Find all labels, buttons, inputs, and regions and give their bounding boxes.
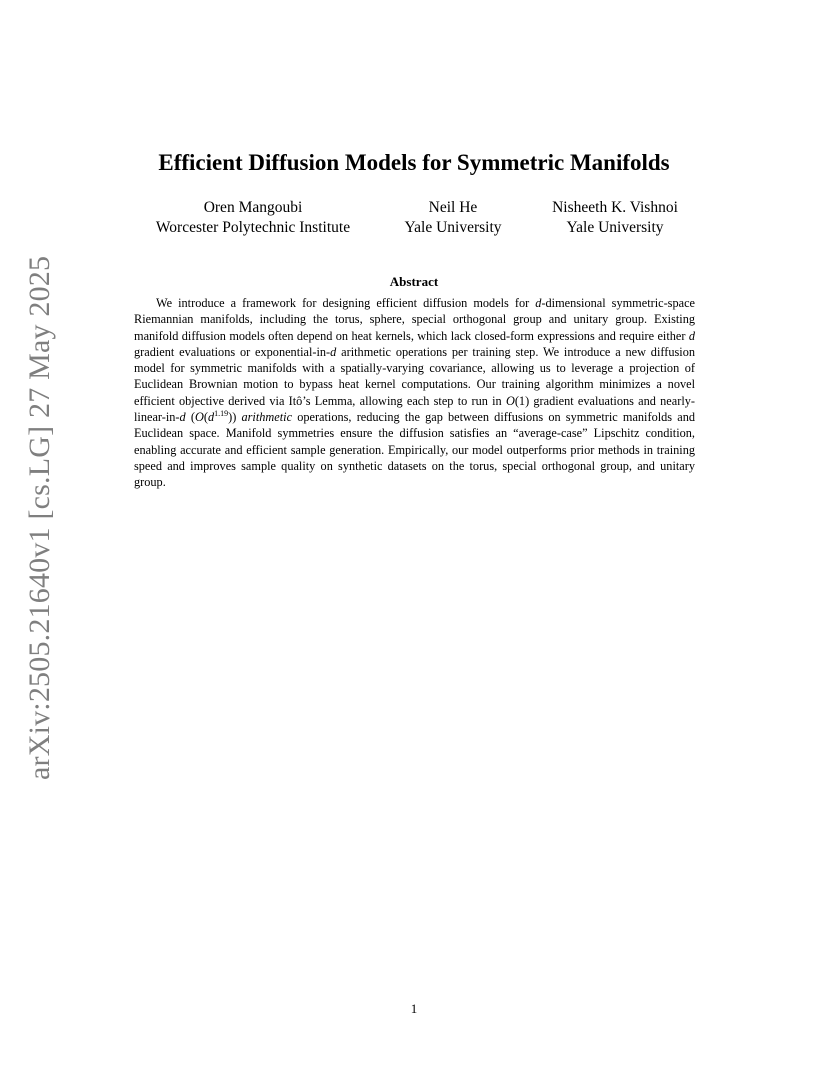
author-affiliation: Worcester Polytechnic Institute — [155, 219, 351, 236]
abstract-heading: Abstract — [389, 274, 439, 289]
author-name: Oren Mangoubi — [203, 199, 303, 216]
author-affiliation: Yale University — [566, 219, 664, 236]
arxiv-identifier: arXiv:2505.21640v1 [cs.LG] 27 May 2025 — [23, 255, 56, 780]
abstract-text: We introduce a framework for designing efficient diffusion models for d-dimensional symmetric-space Riemannian manifolds, including the torus, sphere, special orthogonal group and unitary group. Existing manifold diffusion models often depend on heat kernels, which lack closed-form expressions and require either d gradient evaluations or exponential-in-d arithmetic operations per training step. We introduce a new diffusion model for symmetric manifolds with a spatially-varying covariance, allowing us to leverage a projection of Euclidean Brownian motion to bypass heat kernel computations. Our training algorithm minimizes a novel efficient objective derived via Itô’s Lemma, allowing each step to run in O(1) gradient evaluations and nearly-linear-in-d $(O(d^{1.19}))$ arithmetic operations, reducing the gap between diffusions on symmetric manifolds and Euclidean space. Manifold symmetries ensure the diffusion satisfies an “average-case” Lipschitz condition, enabling accurate and efficient sample generation. Empirically, our model outperforms prior methods in training speed and improves sample quality on synthetic datasets on the torus, special orthogonal group, and unitary group. — [134, 296, 695, 490]
author-name: Neil He — [428, 199, 478, 216]
paper-title: Efficient Diffusion Models for Symmetric Manifolds — [158, 150, 670, 175]
page-number: 1 — [410, 1001, 418, 1016]
author-affiliation: Yale University — [404, 219, 502, 236]
author-block — [385, 198, 521, 238]
author-name: Nisheeth K. Vishnoi — [552, 199, 678, 216]
author-block — [530, 198, 700, 238]
author-block — [130, 198, 376, 238]
